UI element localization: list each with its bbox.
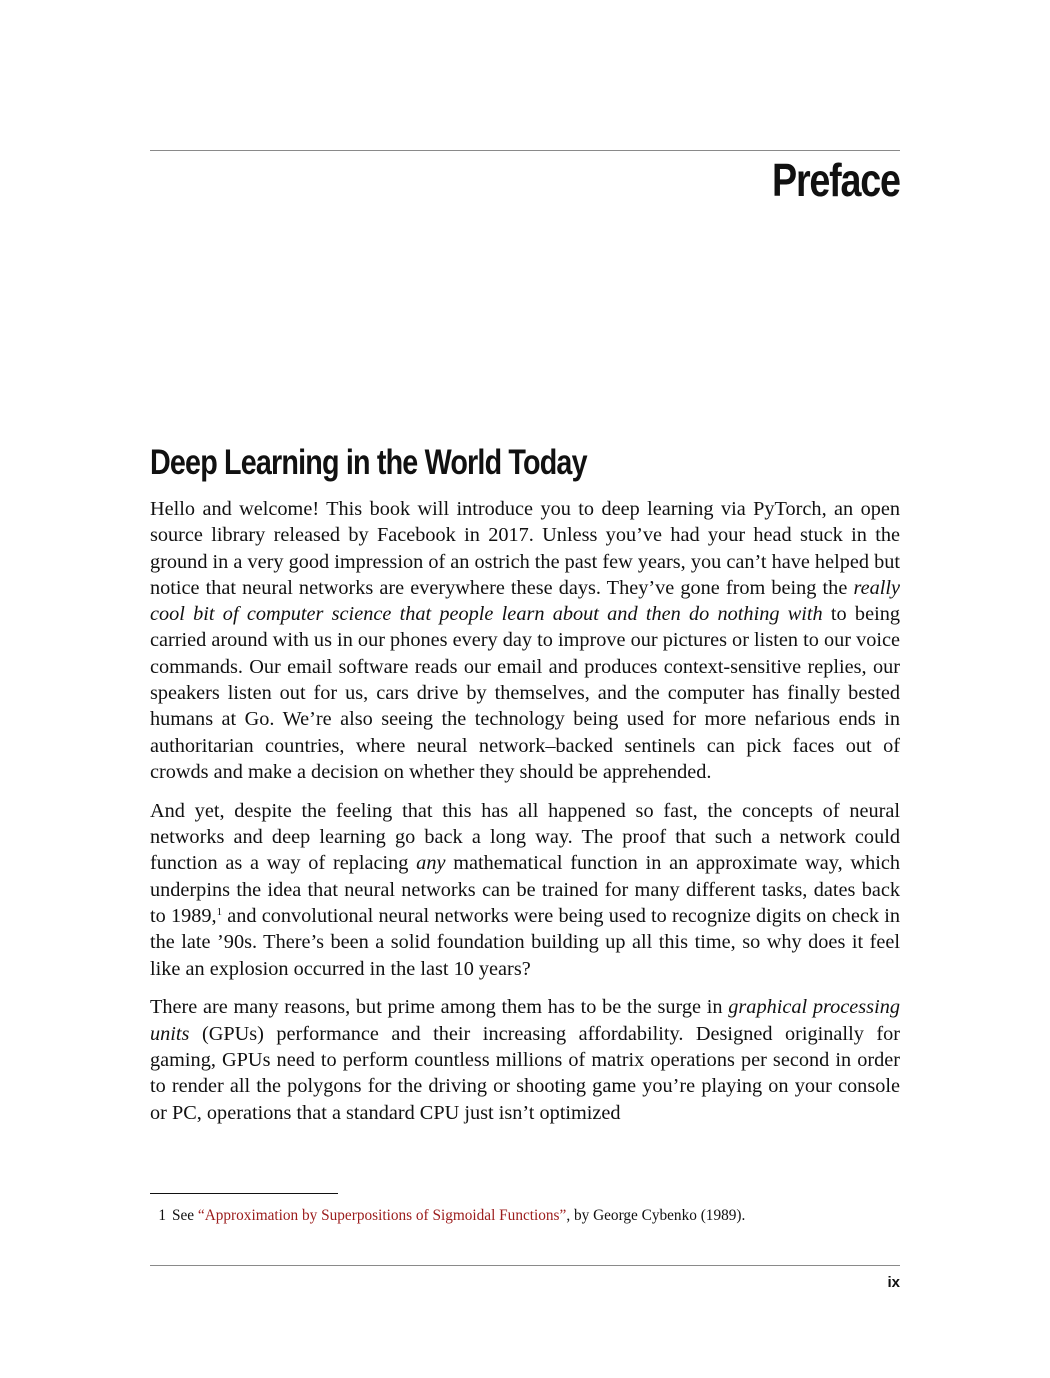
section-title: Deep Learning in the World Today (150, 443, 587, 482)
paragraph-3 (150, 994, 900, 1125)
chapter-title: Preface (772, 154, 900, 206)
footnote-number: 1 (158, 1207, 166, 1224)
footnote-link[interactable]: “Approximation by Superpositions of Sigmoidal Functions” (197, 1207, 567, 1224)
footnote (150, 1205, 900, 1227)
footnote-suffix: , by George Cybenko (1989). (566, 1207, 746, 1224)
page-number: ix (887, 1274, 900, 1291)
paragraph-1-italic: really cool bit of computer science that people learn about and then do nothing with (150, 576, 900, 626)
paragraph-2-text-c: and convolutional neural networks were being used to recognize digits on check in the late ’90s. There’s been a solid foundation building up all this time, so why does it feel like an explosion occurred in the last 10 years? (150, 904, 900, 980)
paragraph-2-text-b: mathematical function in an approximate way, which underpins the idea that neural networks can be trained for many different tasks, dates back to 1989, (150, 852, 900, 927)
paragraph-1-text-a: Hello and welcome! This book will introduce you to deep learning via PyTorch, an open source library released by Facebook in 2017. Unless you’ve had your head stuck in the ground in a very good impression of an ostrich the past few years, you can’t have helped but notice that neural networks are everywhere these days. They’ve gone from being the (150, 498, 900, 599)
page-footer-rule (150, 1265, 900, 1266)
footnote-reference[interactable]: 1 (216, 905, 223, 918)
paragraph-2-italic: any (416, 852, 446, 875)
paragraph-2-text-a: And yet, despite the feeling that this has all happened so fast, the concepts of neural networks and deep learning go back a long way. The proof that such a network could function as a way of replacing (150, 799, 900, 875)
paragraph-3-text-a: There are many reasons, but prime among them has to be the surge in (150, 996, 729, 1019)
footnote-rule (150, 1193, 338, 1194)
paragraph-3-text-b: (GPUs) performance and their increasing affordability. Designed originally for gaming, GPUs need to perform countless millions of matrix operations per second in order to render all the polygons for the driving or shooting game you’re playing on your console or PC, operations that a standard CPU just isn’t optimized (150, 1022, 900, 1124)
paragraph-1-text-b: to being carried around with us in our phones every day to improve our pictures or listen to our voice commands. Our email software reads our email and produces context-sensitive replies, our speakers listen out for us, cars drive by themselves, and the computer has finally bested humans at Go. We’re also seeing the technology being used for more nefarious ends in authoritarian countries, where neural network–backed sentinels can pick faces out of crowds and make a decision on whether they should be apprehended. (150, 603, 900, 783)
paragraph-3-italic: graphical processing units (150, 996, 900, 1045)
paragraph-2 (150, 798, 900, 982)
footnote-prefix: See (172, 1207, 198, 1224)
body-text (150, 496, 900, 1126)
paragraph-1 (150, 496, 900, 785)
